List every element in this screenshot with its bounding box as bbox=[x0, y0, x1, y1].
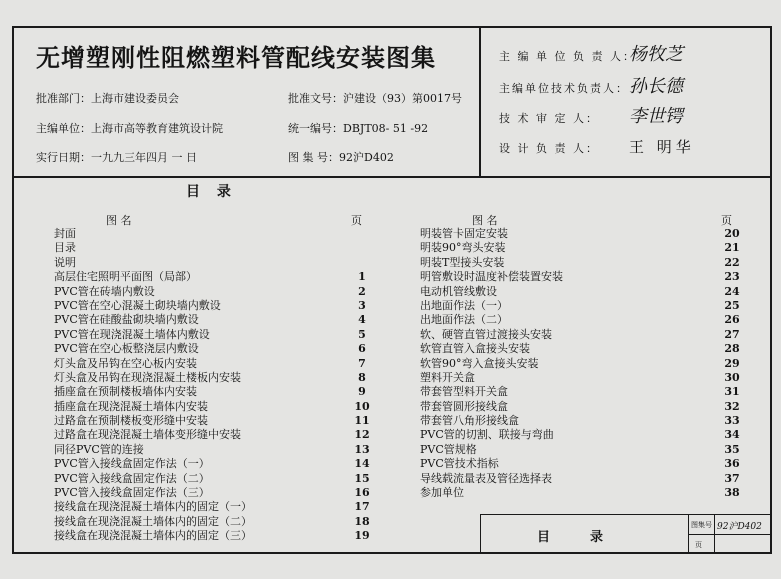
toc-entry[interactable] bbox=[420, 285, 768, 299]
toc-entry[interactable] bbox=[54, 385, 384, 399]
chief-unit-head-signature: 杨牧芝 bbox=[629, 44, 683, 65]
toc-entry-page: 16 bbox=[354, 486, 370, 500]
toc-entry-page: 5 bbox=[358, 327, 366, 341]
toc-entry[interactable] bbox=[420, 385, 768, 399]
toc-entry[interactable] bbox=[54, 414, 384, 428]
toc-entry-page: 18 bbox=[354, 514, 370, 528]
toc-entry-page: 29 bbox=[724, 356, 740, 370]
toc-entry[interactable] bbox=[420, 270, 768, 284]
toc-entry[interactable] bbox=[420, 299, 768, 313]
toc-entry-page: 11 bbox=[354, 414, 370, 428]
toc-entry-name: 明管敷设时温度补偿装置安装 bbox=[420, 270, 563, 284]
toc-entry-page: 12 bbox=[354, 428, 370, 442]
toc-entry[interactable] bbox=[420, 342, 768, 356]
toc-entry-page: 27 bbox=[724, 327, 740, 341]
approval-dept-value: 上海市建设委员会 bbox=[91, 92, 179, 105]
toc-entry-page: 7 bbox=[358, 356, 366, 370]
effective-date-value: 一九九三年四月 一 日 bbox=[91, 151, 197, 164]
design-lead-role: 设 计 负 责 人： bbox=[499, 142, 599, 155]
right-col-page-header: 页 bbox=[721, 214, 732, 227]
toc-entry[interactable] bbox=[54, 241, 384, 255]
left-col-page-header: 页 bbox=[351, 214, 362, 227]
toc-entry[interactable] bbox=[420, 428, 768, 442]
toc-entry-name: 明装90°弯头安装 bbox=[420, 241, 506, 255]
toc-entry[interactable] bbox=[54, 299, 384, 313]
approval-doc-label: 批准文号： bbox=[288, 92, 343, 105]
cartouche-atlas-number: 92沪D402 bbox=[717, 522, 762, 532]
toc-entry-name: 软管直管入盒接头安装 bbox=[420, 342, 530, 356]
right-col-name-header: 图 名 bbox=[472, 214, 498, 227]
approval-doc-value: 沪建设（93）第0017号 bbox=[343, 92, 462, 105]
toc-entry-name: 插座盒在现浇混凝土墙体内安装 bbox=[54, 399, 208, 413]
toc-entry-name: 带套管八角形接线盒 bbox=[420, 414, 519, 428]
toc-entry-page: 20 bbox=[724, 227, 740, 240]
toc-entry[interactable] bbox=[54, 500, 384, 514]
toc-entry-page: 33 bbox=[724, 414, 740, 428]
approval-dept-label: 批准部门： bbox=[36, 92, 91, 105]
toc-entry-name: 带套管圆形接线盒 bbox=[420, 399, 508, 413]
toc-entry[interactable] bbox=[420, 443, 768, 457]
toc-entry-page: 14 bbox=[354, 457, 370, 471]
toc-entry-page: 24 bbox=[724, 284, 740, 298]
toc-entry[interactable] bbox=[420, 256, 768, 270]
toc-entry-name: 参加单位 bbox=[420, 486, 464, 500]
toc-entry-name: PVC管在空心板整浇层内敷设 bbox=[54, 342, 199, 356]
toc-entry[interactable] bbox=[420, 457, 768, 471]
toc-entry[interactable] bbox=[54, 400, 384, 414]
toc-entry[interactable] bbox=[420, 414, 768, 428]
toc-entry-page: 36 bbox=[724, 457, 740, 471]
toc-entry-page: 38 bbox=[724, 486, 740, 500]
left-col-name-header: 图 名 bbox=[106, 214, 132, 227]
toc-entry-name: PVC管入接线盒固定作法（三） bbox=[54, 486, 210, 500]
toc-entry-name: PVC管在砖墙内敷设 bbox=[54, 284, 155, 298]
toc-entry-name: 同径PVC管的连接 bbox=[54, 442, 144, 456]
toc-entry-name: 明装管卡固定安装 bbox=[420, 227, 508, 240]
toc-entry-page: 15 bbox=[354, 471, 370, 485]
toc-entry-page: 31 bbox=[724, 385, 740, 399]
toc-entry-name: 过路盒在现浇混凝土墙体变形缝中安装 bbox=[54, 428, 241, 442]
atlas-title: 无增塑刚性阻燃塑料管配线安装图集 bbox=[36, 43, 436, 72]
toc-entry[interactable] bbox=[420, 400, 768, 414]
editor-unit-value: 上海市高等教育建筑设计院 bbox=[91, 122, 223, 135]
toc-entry[interactable] bbox=[54, 328, 384, 342]
atlas-number bbox=[288, 149, 394, 165]
toc-entry-page: 19 bbox=[354, 529, 370, 543]
drawing-sheet bbox=[12, 26, 772, 554]
toc-entry-name: PVC管技术指标 bbox=[420, 457, 499, 471]
toc-entry-name: PVC管入接线盒固定作法（二） bbox=[54, 471, 210, 485]
toc-entry-name: 灯头盒及吊钩在现浇混凝土楼板内安装 bbox=[54, 370, 241, 384]
title-header bbox=[14, 28, 770, 178]
toc-entry-page: 26 bbox=[724, 313, 740, 327]
toc-entry-name: 接线盒在现浇混凝土墙体内的固定（三） bbox=[54, 529, 252, 543]
toc-entry-name: PVC管在硅酸盐砌块墙内敷设 bbox=[54, 313, 199, 327]
toc-left-column bbox=[54, 227, 384, 544]
toc-title: 目 录 bbox=[186, 184, 237, 200]
toc-entry-name: 电动机管线敷设 bbox=[420, 284, 497, 298]
design-lead-signature: 王 明华 bbox=[629, 138, 695, 156]
toc-entry[interactable] bbox=[54, 357, 384, 371]
toc-entry-name: 高层住宅照明平面图（局部） bbox=[54, 270, 197, 284]
toc-entry[interactable] bbox=[54, 472, 384, 486]
toc-entry-name: 出地面作法（二） bbox=[420, 313, 508, 327]
approval-dept bbox=[36, 90, 179, 106]
chief-unit-head-role: 主 编 单 位 负 责 人： bbox=[499, 50, 636, 63]
cartouche-page-label: 页 bbox=[695, 541, 702, 549]
toc-entry[interactable] bbox=[54, 443, 384, 457]
toc-entry-name: 出地面作法（一） bbox=[420, 298, 508, 312]
toc-entry-page: 10 bbox=[354, 399, 370, 413]
toc-entry-name: 塑料开关盒 bbox=[420, 370, 475, 384]
toc-entry[interactable] bbox=[54, 486, 384, 500]
toc-entry-page: 4 bbox=[358, 313, 366, 327]
toc-entry-page: 34 bbox=[724, 428, 740, 442]
toc-entry[interactable] bbox=[54, 227, 384, 241]
toc-entry[interactable] bbox=[420, 357, 768, 371]
toc-entry-name: PVC管在现浇混凝土墙体内敷设 bbox=[54, 327, 210, 341]
toc-entry-page: 17 bbox=[354, 500, 370, 514]
toc-entry-page: 1 bbox=[358, 270, 366, 284]
toc-entry[interactable] bbox=[54, 515, 384, 529]
toc-entry-name: 软、硬管直管过渡接头安装 bbox=[420, 327, 552, 341]
atlas-number-value: 92沪D402 bbox=[339, 151, 394, 164]
unified-number-label: 统一编号： bbox=[288, 122, 343, 135]
toc-entry-page: 3 bbox=[358, 298, 366, 312]
toc-entry-name: 导线载流量表及管径选择表 bbox=[420, 471, 552, 485]
technical-head-signature: 孙长德 bbox=[629, 76, 683, 97]
toc-entry-name: 目录 bbox=[54, 241, 76, 255]
toc-entry-page: 2 bbox=[358, 284, 366, 298]
toc-entry-name: 接线盒在现浇混凝土墙体内的固定（二） bbox=[54, 514, 252, 528]
toc-entry[interactable] bbox=[420, 313, 768, 327]
toc-entry[interactable] bbox=[420, 241, 768, 255]
title-cartouche bbox=[480, 514, 771, 553]
effective-date-label: 实行日期： bbox=[36, 151, 91, 164]
toc-entry-name: 带套管型料开关盒 bbox=[420, 385, 508, 399]
toc-entry-name: 软管90°弯入盒接头安装 bbox=[420, 356, 539, 370]
editor-unit-label: 主编单位： bbox=[36, 122, 91, 135]
technical-reviewer-role: 技 术 审 定 人： bbox=[499, 112, 599, 125]
toc-entry-page: 28 bbox=[724, 342, 740, 356]
toc-entry[interactable] bbox=[420, 227, 768, 241]
toc-entry-name: PVC管规格 bbox=[420, 442, 477, 456]
toc-entry-name: 封面 bbox=[54, 227, 76, 240]
toc-entry[interactable] bbox=[54, 285, 384, 299]
toc-entry-page: 23 bbox=[724, 270, 740, 284]
toc-entry[interactable] bbox=[54, 270, 384, 284]
toc-entry[interactable] bbox=[54, 529, 384, 543]
toc-entry-name: PVC管的切割、联接与弯曲 bbox=[420, 428, 554, 442]
toc-entry-page: 30 bbox=[724, 370, 740, 384]
toc-entry-page: 32 bbox=[724, 399, 740, 413]
toc-entry-page: 25 bbox=[724, 298, 740, 312]
toc-entry[interactable] bbox=[420, 371, 768, 385]
toc-right-column bbox=[420, 227, 768, 500]
toc-entry-page: 22 bbox=[724, 255, 740, 269]
toc-entry-page: 13 bbox=[354, 442, 370, 456]
toc-entry-name: 接线盒在现浇混凝土墙体内的固定（一） bbox=[54, 500, 252, 514]
toc-entry-name: 插座盒在预制楼板墙体内安装 bbox=[54, 385, 197, 399]
toc-entry-page: 8 bbox=[358, 370, 366, 384]
toc-entry[interactable] bbox=[54, 371, 384, 385]
unified-number-value: DBJT08- 51 -92 bbox=[343, 122, 429, 135]
toc-entry[interactable] bbox=[420, 472, 768, 486]
toc-entry-page: 37 bbox=[724, 471, 740, 485]
toc-entry-page: 21 bbox=[724, 241, 740, 255]
technical-head-role: 主编单位技术负责人： bbox=[499, 82, 629, 95]
toc-entry-page: 6 bbox=[358, 342, 366, 356]
atlas-number-label: 图 集 号： bbox=[288, 151, 339, 164]
toc-entry-page: 9 bbox=[358, 385, 366, 399]
effective-date bbox=[36, 149, 197, 165]
technical-reviewer-signature: 李世锷 bbox=[629, 106, 683, 127]
toc-entry[interactable] bbox=[420, 486, 768, 500]
toc-entry-name: 灯头盒及吊钩在空心板内安装 bbox=[54, 356, 197, 370]
unified-number bbox=[288, 120, 428, 136]
toc-entry-name: 说明 bbox=[54, 255, 76, 269]
toc-entry[interactable] bbox=[54, 313, 384, 327]
toc-entry-name: 过路盒在预制楼板变形缝中安装 bbox=[54, 414, 208, 428]
toc-entry[interactable] bbox=[54, 428, 384, 442]
toc-entry[interactable] bbox=[54, 256, 384, 270]
cartouche-divider bbox=[714, 515, 715, 553]
cartouche-atlas-label: 图集号 bbox=[691, 521, 712, 529]
signature-block bbox=[481, 28, 770, 176]
editor-unit bbox=[36, 120, 223, 136]
approval-doc bbox=[288, 90, 462, 106]
toc-entry[interactable] bbox=[54, 457, 384, 471]
cartouche-sheet-name: 目录 bbox=[537, 530, 644, 545]
toc-entry-name: PVC管入接线盒固定作法（一） bbox=[54, 457, 210, 471]
title-block bbox=[14, 28, 481, 176]
toc-entry[interactable] bbox=[420, 328, 768, 342]
toc-entry-page: 35 bbox=[724, 442, 740, 456]
cartouche-grid bbox=[688, 515, 772, 553]
toc-entry-name: PVC管在空心混凝土砌块墙内敷设 bbox=[54, 298, 221, 312]
toc-entry-name: 明装T型接头安装 bbox=[420, 255, 505, 269]
toc-entry[interactable] bbox=[54, 342, 384, 356]
